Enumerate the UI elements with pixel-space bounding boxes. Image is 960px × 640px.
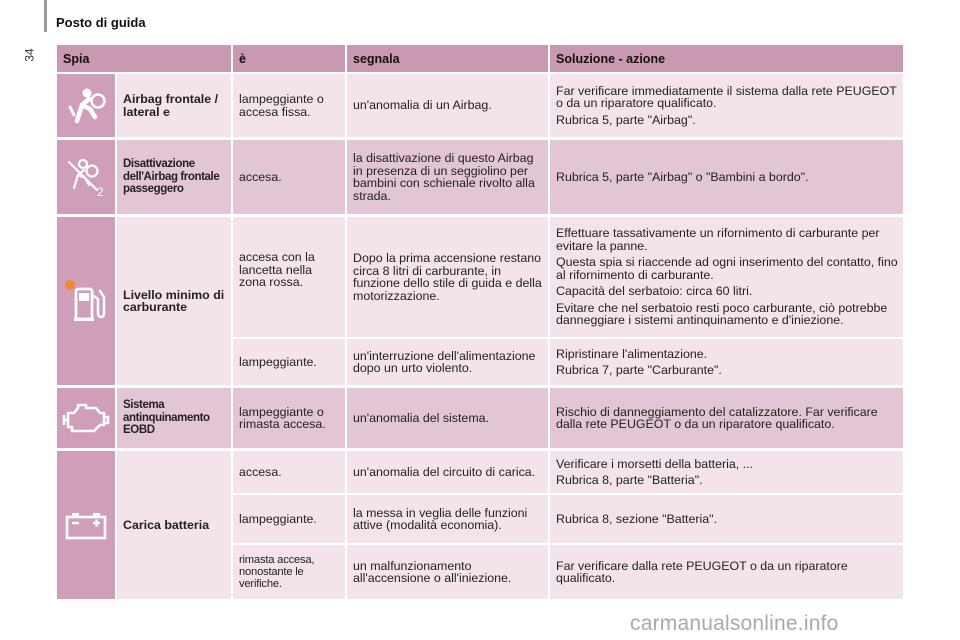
signal-cell: un'anomalia del sistema. — [347, 388, 548, 448]
airbag-off-icon — [57, 140, 115, 214]
state-cell: accesa. — [233, 140, 345, 214]
solution-line: Rischio di danneggiamento del catalizzatore. Far verificare dalla rete PEUGEOT o da un riparatore qualificato. — [556, 404, 878, 431]
solution-cell — [550, 74, 903, 137]
solution-line: Verificare i morsetti della batteria, ... — [556, 456, 753, 471]
airbag-icon — [57, 74, 115, 137]
signal-cell: un'interruzione dell'alimentazione dopo un urto violento. — [347, 339, 548, 385]
signal-cell: un'anomalia di un Airbag. — [347, 74, 548, 137]
name-cell — [117, 74, 231, 137]
solution-line: Rubrica 8, sezione "Batteria". — [556, 511, 718, 526]
solution-line: Effettuare tassativamente un rifornimento di carburante per evitare la panne. — [556, 226, 880, 253]
header-signal: segnala — [347, 45, 548, 72]
watermark: carmanualsonline.info — [630, 612, 839, 635]
signal-cell: la disattivazione di questo Airbag in presenza di un seggiolino per bambini con schienale rivolto alla strada. — [347, 140, 548, 214]
state-cell: lampeggiante. — [233, 495, 345, 543]
name-cell — [117, 388, 231, 448]
header-solution: Soluzione - azione — [550, 45, 903, 72]
solution-cell — [550, 388, 903, 448]
solution-line: Evitare che nel serbatoio resti poco carburante, ciò potrebbe danneggiare i sistemi antinquinamento e d'iniezione. — [556, 300, 888, 328]
fuel-pump-icon — [57, 217, 115, 385]
solution-line: Capacità del serbatoio: circa 60 litri. — [556, 284, 753, 299]
name-cell — [117, 217, 231, 385]
state-cell: lampeggiante. — [233, 339, 345, 385]
warning-name-suffix: / lateral e — [123, 92, 219, 119]
solution-line: Rubrica 8, parte "Batteria". — [556, 473, 703, 487]
warning-name: Disattivazione dell'Airbag frontale passeggero — [123, 158, 220, 196]
solution-cell — [550, 495, 903, 543]
warning-name: Sistema antinquinamento EOBD — [123, 399, 210, 437]
name-cell — [117, 451, 231, 599]
battery-icon — [57, 451, 115, 599]
header-state: è — [233, 45, 345, 72]
state-cell: accesa con la lancetta nella zona rossa. — [233, 217, 345, 337]
solution-line: Rubrica 5, parte "Airbag" o "Bambini a bordo". — [556, 169, 809, 184]
signal-cell: Dopo la prima accensione restano circa 8 litri di carburante, in funzione dello stile di guida e della motorizzazione. — [347, 217, 548, 337]
state-cell: lampeggiante o rimasta accesa. — [233, 388, 345, 448]
page-title: Posto di guida — [56, 15, 146, 30]
solution-line: Far verificare immediatamente il sistema dalla rete PEUGEOT o da un riparatore qualificato. — [556, 83, 897, 111]
state-cell — [233, 545, 345, 599]
solution-cell — [550, 451, 903, 493]
page-number: 34 — [22, 48, 37, 62]
solution-cell — [550, 140, 903, 214]
engine-icon — [57, 388, 115, 448]
solution-line: Far verificare dalla rete PEUGEOT o da un riparatore qualificato. — [556, 558, 848, 585]
signal-cell: un malfunzionamento all'accensione o all'iniezione. — [347, 545, 548, 599]
signal-cell: un'anomalia del circuito di carica. — [347, 451, 548, 493]
page-edge-bar — [44, 0, 47, 32]
header-spia: Spia — [57, 45, 231, 72]
solution-line: Questa spia si riaccende ad ogni inserimento del contatto, fino al rifornimento di carburante. — [556, 255, 898, 282]
solution-line: Rubrica 7, parte "Carburante". — [556, 363, 722, 377]
signal-cell: la messa in veglia delle funzioni attive (modalità economia). — [347, 495, 548, 543]
solution-cell — [550, 339, 903, 385]
state-cell: lampeggiante o accesa fissa. — [233, 74, 345, 137]
warning-name: Airbag frontale — [123, 92, 212, 106]
state-text: rimasta accesa, nonostante le verifiche. — [239, 554, 315, 590]
solution-cell — [550, 545, 903, 599]
solution-line: Ripristinare l'alimentazione. — [556, 346, 708, 361]
warning-name: Carica batteria — [123, 517, 210, 532]
state-cell: accesa. — [233, 451, 345, 493]
svg-text:2: 2 — [97, 185, 104, 199]
name-cell — [117, 140, 231, 214]
warning-name: Livello minimo di carburante — [123, 287, 225, 314]
solution-line: Rubrica 5, parte "Airbag". — [556, 112, 696, 127]
solution-cell — [550, 217, 903, 337]
